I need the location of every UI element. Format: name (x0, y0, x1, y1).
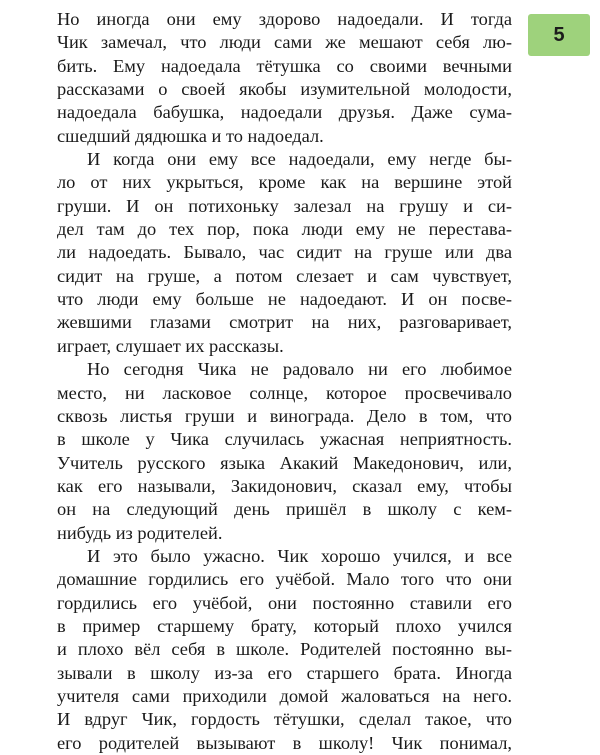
text-line: ло от них укрыться, кроме как на вершине этой (57, 172, 512, 193)
text-line: И это было ужасно. Чик хорошо учился, и все (87, 545, 512, 566)
text-line: сшедший дядюшка и то надоедал. (57, 125, 324, 146)
text-line: домашние гордились его учёбой. Мало того что они (57, 569, 512, 590)
text-line: сидит на груше, а потом слезает и сам чувствует, (57, 265, 512, 286)
text-line: место, ни ласковое солнце, которое просвечивало (57, 382, 512, 403)
text-line: учителя сами приходили домой жаловаться на него. (57, 685, 512, 706)
text-line: гордились его учёбой, они постоянно ставили его (57, 592, 512, 613)
text-line: Но иногда они ему здорово надоедали. И тогда (57, 9, 512, 29)
text-line: в пример старшему брату, который плохо учился (57, 615, 512, 636)
page-number: 5 (553, 23, 565, 46)
text-line: жевшими глазами смотрит на них, разговаривает, (57, 312, 512, 333)
text-line: рассказами о своей якобы изумительной молодости, (57, 79, 512, 100)
text-line: бить. Ему надоедала тётушка со своими вечными (57, 55, 512, 76)
text-line: в школе у Чика случилась ужасная неприятность. (57, 429, 512, 450)
text-line: что люди ему больше не надоедают. И он посве- (57, 289, 512, 310)
story-text (57, 8, 512, 755)
text-line: и плохо вёл себя в школе. Родителей постоянно вы- (57, 639, 512, 660)
text-line: груши. И он потихоньку залезал на грушу и си- (57, 195, 512, 216)
text-line: он на следующий день пришёл в школу с кем- (57, 499, 512, 520)
text-line: надоедала бабушка, надоедали друзья. Даже сума- (57, 102, 512, 123)
text-line: его родителей вызывают в школу! Чик понимал, (57, 732, 512, 753)
text-line: И вдруг Чик, гордость тётушки, сделал такое, что (57, 709, 512, 730)
page-number-badge (528, 14, 590, 56)
text-line: сквозь листья груши и винограда. Дело в том, что (57, 405, 512, 426)
text-line: Учитель русского языка Акакий Македонович, или, (57, 452, 512, 473)
text-line: играет, слушает их рассказы. (57, 335, 284, 356)
text-line: Чик замечал, что люди сами же мешают себя лю- (57, 32, 512, 53)
text-line: Но сегодня Чика не радовало ни его любимое (87, 359, 512, 380)
text-line: как его называли, Закидонович, сказал ему, чтобы (57, 475, 512, 496)
text-line: зывали в школу из-за его старшего брата. Иногда (57, 662, 512, 683)
text-line: нибудь из родителей. (57, 522, 223, 543)
text-line: ли надоедать. Бывало, час сидит на груше или два (57, 242, 512, 263)
text-line: дел там до тех пор, пока люди ему не переставa- (57, 219, 512, 240)
text-line: И когда они ему все надоедали, ему негде бы- (87, 149, 512, 170)
